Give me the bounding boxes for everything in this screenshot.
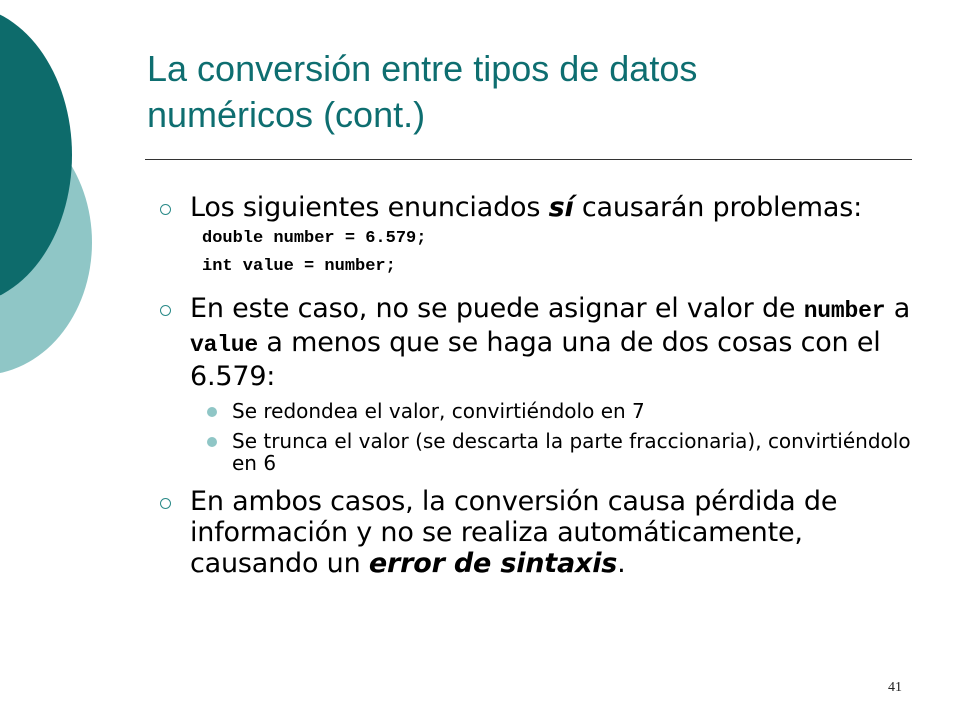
bullet-1-text-a: Los siguientes enunciados bbox=[190, 192, 549, 223]
code-line-1: double number = 6.579; bbox=[202, 229, 427, 248]
sub-bullet-1-text: Se redondea el valor, convirtiéndolo en 7 bbox=[232, 399, 645, 423]
bullet-2-text-c: a menos que se haga una de dos cosas con el 6.579: bbox=[190, 327, 881, 392]
dot-bullet-icon bbox=[207, 437, 217, 447]
ring-bullet-icon bbox=[160, 204, 171, 215]
bullet-2-text-a: En este caso, no se puede asignar el valor de bbox=[190, 293, 804, 324]
bullet-2-code-number: number bbox=[803, 298, 886, 324]
page-number: 41 bbox=[888, 680, 902, 695]
slide-title bbox=[147, 46, 927, 138]
bullet-3-emphasis: error de sintaxis bbox=[368, 548, 618, 579]
bullet-item-3 bbox=[160, 486, 920, 579]
bullet-1-text-b: causarán problemas: bbox=[573, 192, 862, 223]
title-divider bbox=[145, 159, 912, 160]
bullet-3-text-a: En ambos casos, la conversión causa pérdida de información y no se realiza automáticamente, causando un bbox=[190, 486, 838, 579]
bullet-1-emphasis: sí bbox=[548, 192, 574, 223]
dot-bullet-icon bbox=[207, 407, 217, 417]
slide-title-line-2: numéricos (cont.) bbox=[147, 94, 426, 135]
ring-bullet-icon bbox=[160, 498, 171, 509]
code-line-2: int value = number; bbox=[202, 257, 396, 276]
sub-bullet-2-text: Se trunca el valor (se descarta la parte fraccionaria), convirtiéndolo en 6 bbox=[232, 429, 911, 475]
bullet-item-2 bbox=[160, 293, 920, 392]
bullet-2-text-b: a bbox=[885, 293, 911, 324]
ring-bullet-icon bbox=[160, 305, 171, 316]
sub-bullet-item-1 bbox=[160, 400, 920, 422]
bullet-item-1 bbox=[160, 192, 920, 223]
bullet-3-text-b: . bbox=[617, 548, 626, 579]
slide-title-line-1: La conversión entre tipos de datos bbox=[147, 48, 698, 89]
bullet-2-code-value: value bbox=[190, 332, 259, 358]
slide-body bbox=[160, 192, 920, 579]
sub-bullet-item-2 bbox=[160, 430, 920, 474]
